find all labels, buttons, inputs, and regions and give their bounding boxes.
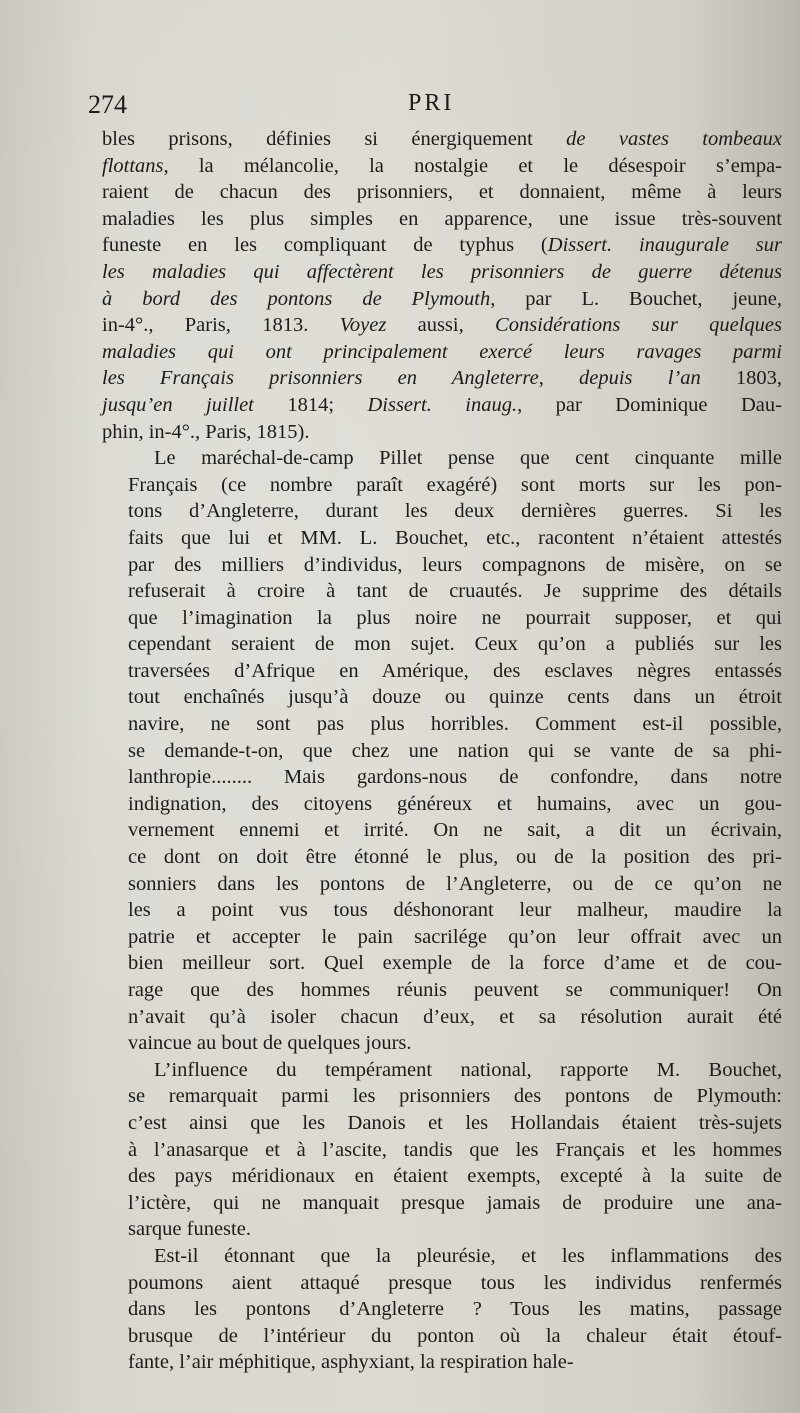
text-line [102, 525, 782, 552]
text-line [102, 1323, 782, 1350]
text-line [102, 631, 782, 658]
text-run: L’influence du tempérament national, rapporte M. Bouchet, [154, 1058, 782, 1081]
text-line [102, 1137, 782, 1164]
text-line [102, 1190, 782, 1217]
italic-text-run: jusqu’en juillet [102, 393, 254, 416]
text-run: funeste en les compliquant de typhus ( [102, 234, 548, 257]
italic-text-run: Considérations sur quelques [495, 314, 782, 337]
text-line [102, 1349, 782, 1376]
text-line [102, 1243, 782, 1270]
text-run: Le maréchal-de-camp Pillet pense que cent cinquante mille [154, 447, 782, 470]
paragraph [102, 1057, 782, 1243]
text-run: c’est ainsi que les Danois et les Hollandais étaient très-sujets [128, 1111, 782, 1134]
text-run: faits que lui et MM. L. Bouchet, etc., racontent n’étaient attestés [128, 526, 782, 549]
text-run: patrie et accepter le pain sacrilége qu’on leur offrait avec un [128, 925, 782, 948]
page-number: 274 [88, 90, 127, 119]
text-line [102, 1030, 782, 1057]
text-line [102, 977, 782, 1004]
text-run: Français (ce nombre paraît exagéré) sont morts sur les pon- [128, 473, 782, 496]
body-text [102, 126, 782, 1376]
text-run: indignation, des citoyens généreux et humains, avec un gou- [128, 792, 782, 815]
text-run: se demande-t-on, que chez une nation qui se vante de sa phi- [128, 739, 782, 762]
text-line [102, 1216, 782, 1243]
italic-text-run: de vastes tombeaux [566, 128, 782, 150]
text-run: bles prisons, définies si énergiquement [102, 128, 567, 150]
text-line [102, 684, 782, 711]
text-line [102, 1163, 782, 1190]
text-run: n’avait qu’à isoler chacun d’eux, et sa résolution aurait été [128, 1005, 782, 1028]
text-line [102, 578, 782, 605]
text-line [102, 791, 782, 818]
text-line [102, 445, 782, 472]
text-run: cependant seraient de mon sujet. Ceux qu’on a publiés sur les [128, 633, 782, 656]
text-run: rage que des hommes réunis peuvent se communiquer! On [128, 979, 782, 1001]
text-run: aussi, [386, 314, 496, 337]
text-line [102, 738, 782, 765]
italic-text-run: Voyez [339, 314, 387, 337]
text-line [102, 897, 782, 924]
text-run: par des milliers d’individus, leurs compagnons de misère, on se [128, 553, 782, 576]
text-run: vaincue au bout de quelques jours. [128, 1032, 412, 1055]
text-run: dans les pontons d’Angleterre ? Tous les matins, passage [128, 1298, 782, 1321]
italic-text-run: les Français prisonniers en Angleterre [102, 367, 539, 390]
text-run: phin, in-4°., Paris, 1815). [102, 420, 310, 443]
text-run: sonniers dans les pontons de l’Angleterre, ou de ce qu’on ne [128, 872, 782, 895]
text-run: , par Dominique Dau- [517, 393, 782, 416]
text-run: se remarquait parmi les prisonniers des pontons de Plymouth: [128, 1085, 782, 1108]
text-line [102, 392, 782, 419]
text-run: vernement ennemi et irrité. On ne sait, a dit un écrivain, [128, 819, 782, 842]
text-line [102, 764, 782, 791]
running-head [88, 90, 788, 122]
text-run: traversées d’Afrique en Amérique, des esclaves nègres entassés [128, 659, 782, 682]
text-run: , la mélancolie, la nostalgie et le désespoir s’empa- [163, 154, 782, 177]
text-run: navire, ne sont pas plus horribles. Comment est-il possible, [128, 713, 782, 736]
paragraph [102, 445, 782, 1057]
text-line [102, 312, 782, 339]
text-line [102, 658, 782, 685]
text-line [102, 1004, 782, 1031]
text-line [102, 153, 782, 180]
text-line [102, 1296, 782, 1323]
text-run: , [538, 367, 580, 390]
text-line [102, 1270, 782, 1297]
text-line [102, 844, 782, 871]
text-run: à l’anasarque et à l’ascite, tandis que les Français et les hommes [128, 1138, 782, 1161]
text-run: lanthropie........ Mais gardons-nous de confondre, dans notre [128, 766, 782, 789]
text-run: les a point vus tous déshonorant leur malheur, maudire la [128, 899, 782, 922]
running-title: PRI [408, 90, 455, 116]
text-line [102, 1083, 782, 1110]
text-run: ce dont on doit être étonné le plus, ou de la position des pri- [128, 846, 782, 869]
text-line [102, 498, 782, 525]
text-run: 1803, [700, 367, 783, 390]
paragraph [102, 1243, 782, 1376]
italic-text-run: à bord des pontons de Plymouth [102, 287, 491, 310]
italic-text-run: Dissert. inaug. [367, 393, 518, 416]
italic-text-run: maladies qui ont principalement exercé leurs ravages parmi [102, 340, 782, 363]
text-line [102, 206, 782, 233]
italic-text-run: Dissert. inaugurale sur [547, 234, 782, 257]
text-line [102, 871, 782, 898]
text-line [102, 259, 782, 286]
text-line [102, 232, 782, 259]
text-run: refuserait à croire à tant de cruautés. Je supprime des détails [128, 580, 782, 603]
text-run: , par L. Bouchet, jeune, [490, 287, 782, 310]
text-run: maladies les plus simples en apparence, une issue très-souvent [102, 207, 782, 230]
italic-text-run: depuis l’an [579, 367, 701, 390]
text-line [102, 286, 782, 313]
text-run: des pays méridionaux en étaient exempts, excepté à la suite de [128, 1165, 782, 1188]
text-line [102, 339, 782, 366]
text-line [102, 472, 782, 499]
text-run: sarque funeste. [128, 1218, 251, 1241]
text-run: raient de chacun des prisonniers, et donnaient, même à leurs [102, 181, 782, 204]
text-run: poumons aient attaqué presque tous les individus renfermés [128, 1271, 782, 1294]
text-line [102, 817, 782, 844]
text-run: bien meilleur sort. Quel exemple de la force d’ame et de cou- [128, 952, 782, 975]
text-run: brusque de l’intérieur du ponton où la chaleur était étouf- [128, 1324, 782, 1347]
text-run: que l’imagination la plus noire ne pourrait supposer, et qui [128, 606, 782, 629]
text-line [102, 1057, 782, 1084]
text-line [102, 552, 782, 579]
paragraph [102, 126, 782, 445]
text-run: in-4°., Paris, 1813. [102, 314, 340, 337]
text-run: fante, l’air méphitique, asphyxiant, la respiration hale- [128, 1351, 574, 1374]
text-line [102, 605, 782, 632]
text-run: l’ictère, qui ne manquait presque jamais de produire une ana- [128, 1191, 782, 1214]
text-line [102, 1110, 782, 1137]
text-line [102, 365, 782, 392]
text-line [102, 711, 782, 738]
italic-text-run: flottans [102, 154, 164, 177]
text-run: tons d’Angleterre, durant les deux dernières guerres. Si les [128, 500, 782, 523]
text-run: tout enchaînés jusqu’à douze ou quinze cents dans un étroit [128, 686, 782, 709]
italic-text-run: les maladies qui affectèrent les prisonniers de guerre détenus [102, 260, 782, 283]
text-line [102, 179, 782, 206]
text-line [102, 419, 782, 446]
text-run: Est-il étonnant que la pleurésie, et les inflammations des [154, 1244, 782, 1267]
text-line [102, 126, 782, 153]
text-run: 1814; [253, 393, 368, 416]
text-line [102, 950, 782, 977]
text-line [102, 924, 782, 951]
